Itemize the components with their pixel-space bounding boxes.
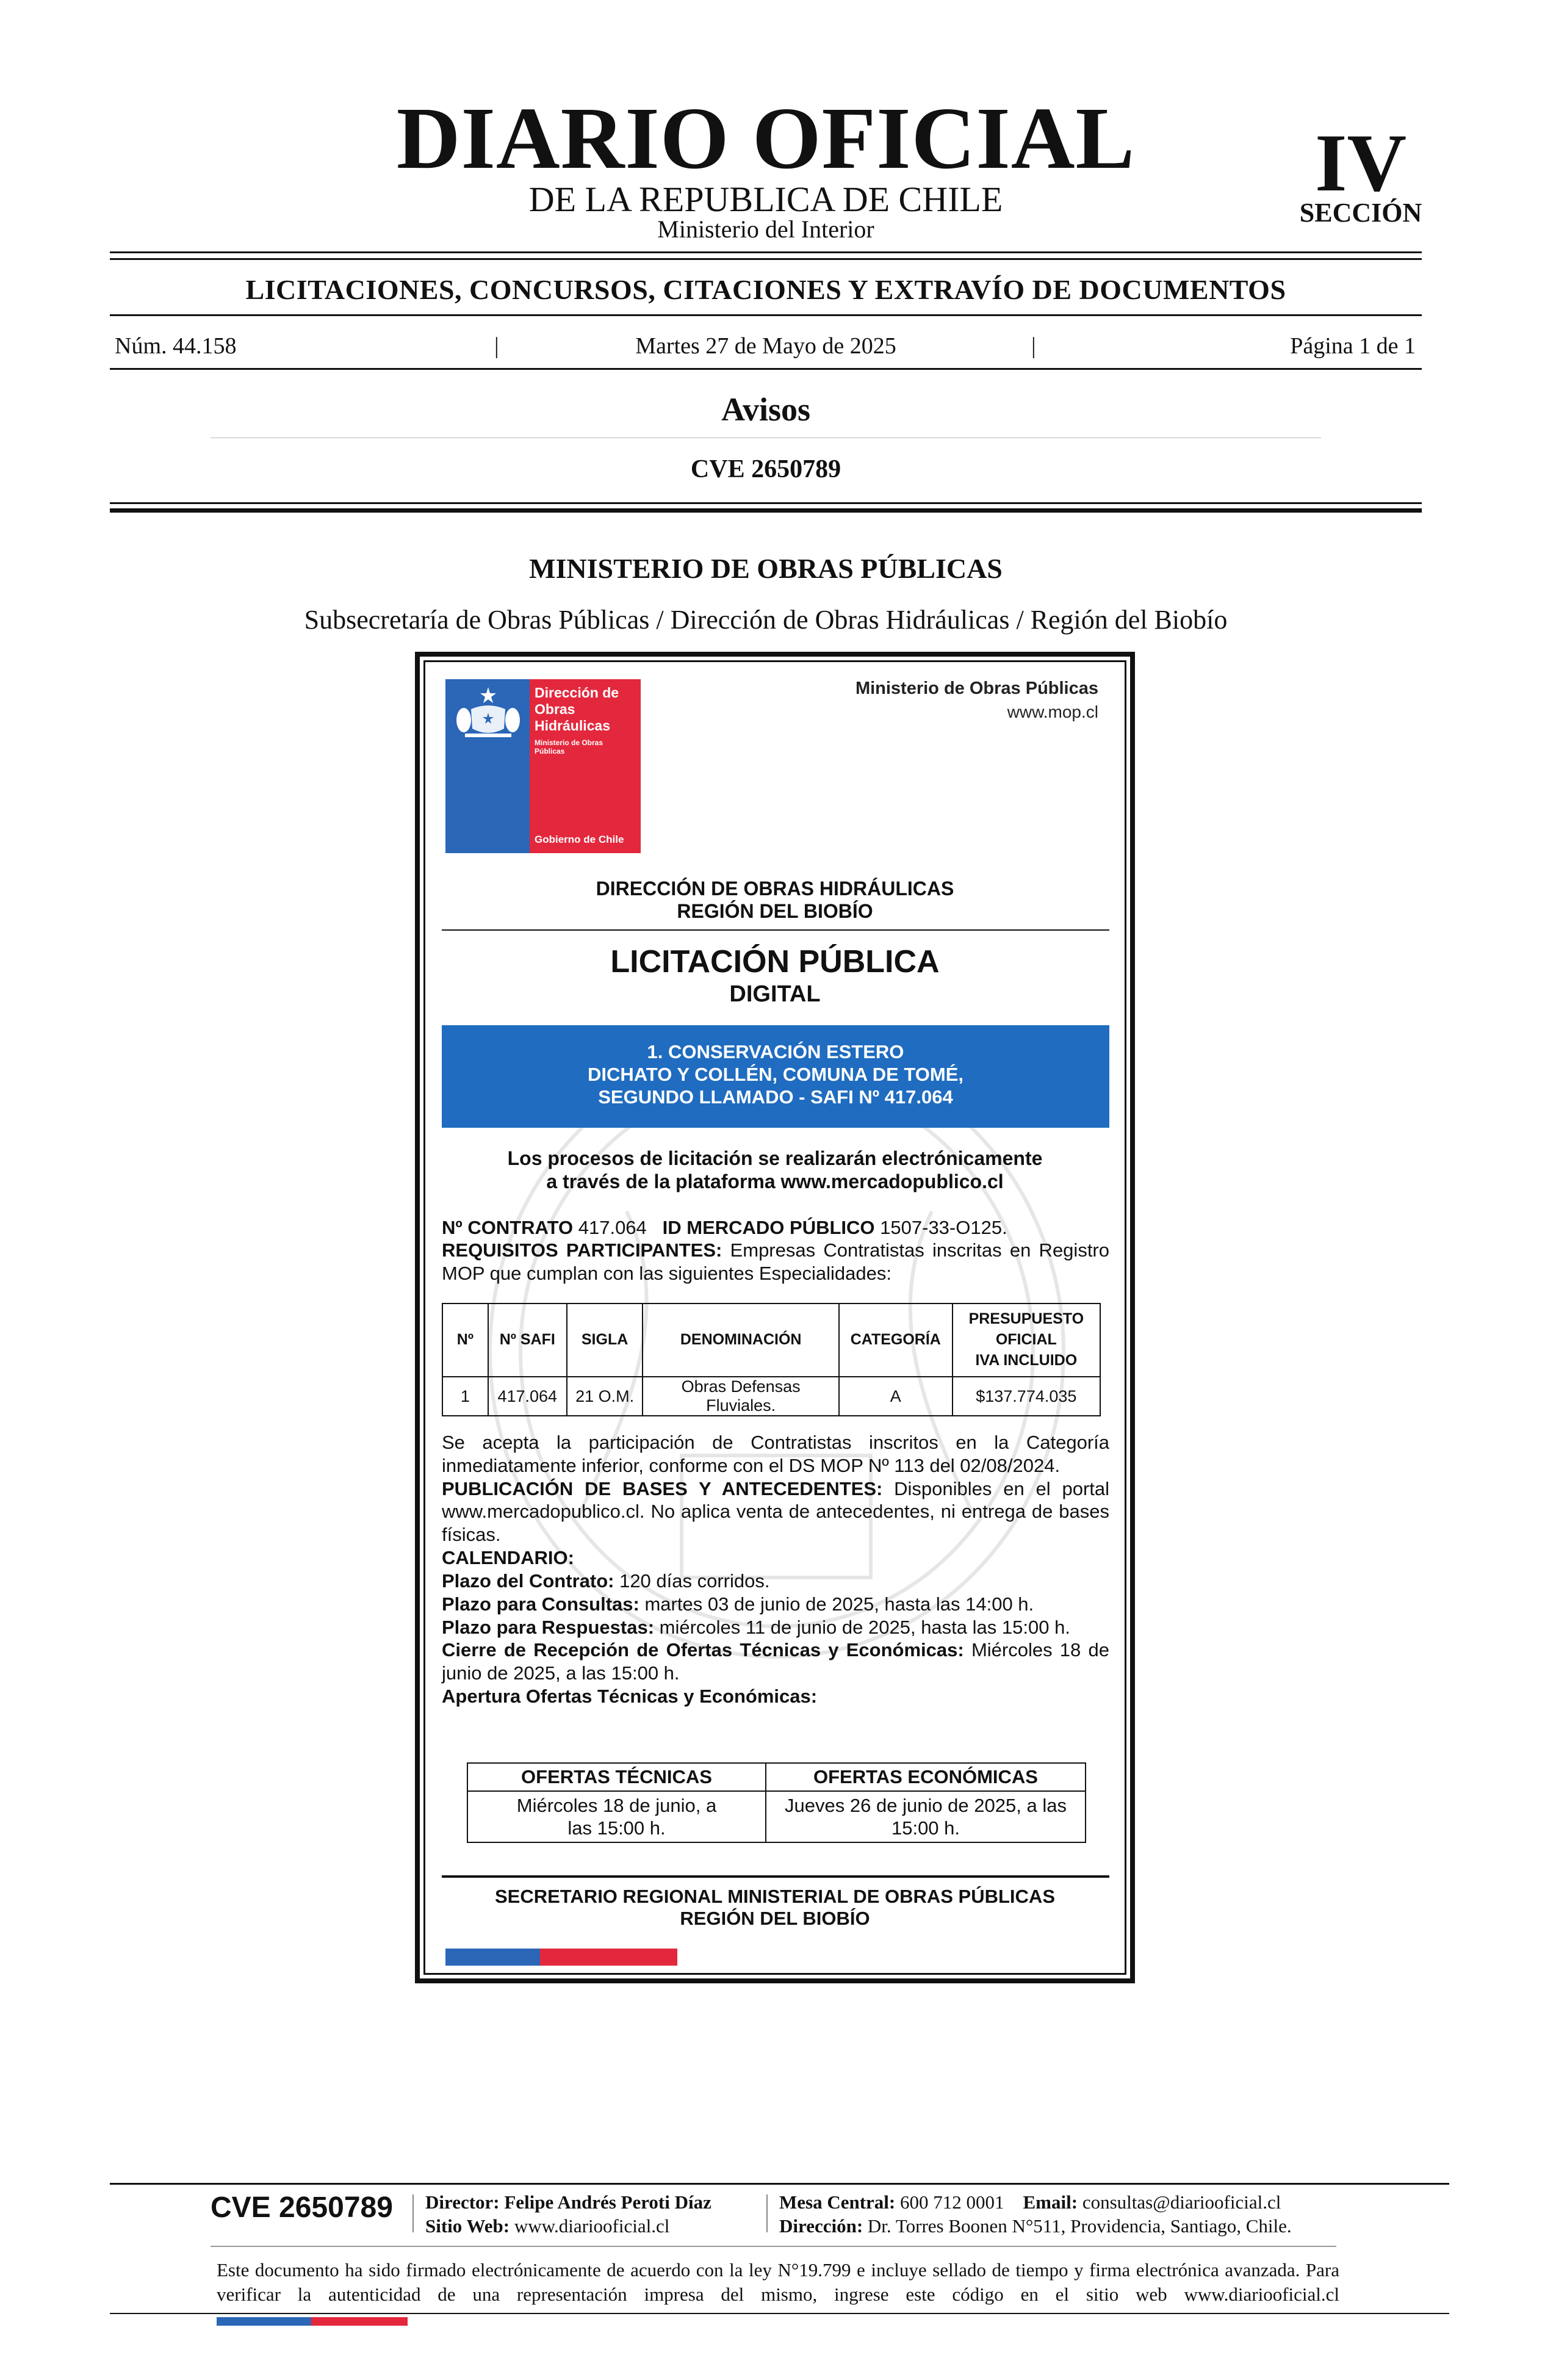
publication-label: PUBLICACIÓN DE BASES Y ANTECEDENTES: <box>442 1477 883 1499</box>
footer-separator-1 <box>412 2194 414 2232</box>
requirements-text: Empresas Contratistas inscritas en Registro MOP que cumplan con las siguientes Especialidades: <box>442 1239 1109 1284</box>
col-header-presupuesto <box>953 1304 1100 1377</box>
process-line-2: a través de la plataforma www.mercadopublico.cl <box>546 1170 1004 1192</box>
questions-label: Plazo para Consultas: <box>442 1593 639 1615</box>
cve-code: CVE 2650789 <box>690 455 841 483</box>
direction-line-2: REGIÓN DEL BIOBÍO <box>677 900 873 923</box>
logo-line-3: Hidráulicas <box>535 718 610 734</box>
closing-line <box>442 1639 1109 1685</box>
email-value[interactable]: consultas@diariooficial.cl <box>1082 2191 1281 2213</box>
footer-separator-2 <box>766 2194 768 2232</box>
cell-safi: 417.064 <box>488 1377 567 1416</box>
offers-table <box>467 1762 1086 1843</box>
footer-address <box>779 2215 1292 2238</box>
footer-cve: CVE 2650789 <box>211 2191 393 2224</box>
direction-heading <box>439 878 1111 923</box>
category-title: LICITACIONES, CONCURSOS, CITACIONES Y EXTRAVÍO DE DOCUMENTOS <box>245 274 1286 305</box>
budget-header-line-1: PRESUPUESTO <box>968 1310 1084 1328</box>
term-line <box>442 1570 1109 1593</box>
budget-header-line-2: OFICIAL <box>995 1331 1057 1349</box>
logo-small-text <box>535 738 638 756</box>
mop-name: Ministerio de Obras Públicas <box>855 679 1098 698</box>
contract-ids <box>442 1216 1109 1239</box>
masthead-ministry: Ministerio del Interior <box>657 215 874 243</box>
section-number: IV <box>1314 118 1407 209</box>
cell-sigla: 21 O.M. <box>567 1377 643 1416</box>
meta-separator-1: | <box>494 333 499 359</box>
signature-line-1: SECRETARIO REGIONAL MINISTERIAL DE OBRAS PÚBLICAS <box>494 1886 1055 1907</box>
requirements <box>442 1239 1109 1285</box>
signature-line-2: REGIÓN DEL BIOBÍO <box>680 1907 870 1929</box>
economic-value: Jueves 26 de junio de 2025, a las 15:00 h. <box>766 1791 1086 1842</box>
calendar-label <box>442 1546 1109 1570</box>
footer-rule-mid <box>211 2246 1336 2247</box>
market-id-value: 1507-33-O125. <box>880 1217 1007 1238</box>
footer-rule-top <box>110 2183 1449 2185</box>
header-rule-top <box>110 251 1422 253</box>
signature-rule <box>442 1875 1109 1878</box>
project-line-3: SEGUNDO LLAMADO - SAFI Nº 417.064 <box>598 1086 953 1108</box>
web-label: Sitio Web: <box>425 2215 510 2237</box>
project-title <box>442 1040 1109 1109</box>
signature-block <box>439 1886 1111 1930</box>
offers-header-row <box>467 1763 1086 1791</box>
technical-header: OFERTAS TÉCNICAS <box>467 1763 766 1791</box>
issuer-subsecretariat: Subsecretaría de Obras Públicas / Dirección de Obras Hidráulicas / Región del Biobío <box>304 605 1228 635</box>
issue-date: Martes 27 de Mayo de 2025 <box>635 333 896 359</box>
section-label: SECCIÓN <box>1299 198 1422 228</box>
masthead-title: DIARIO OFICIAL <box>396 90 1136 187</box>
footer-flag-blue <box>217 2317 311 2326</box>
email-label: Email: <box>1023 2191 1078 2213</box>
footer-director <box>425 2191 711 2215</box>
opening-line <box>442 1685 1109 1708</box>
footer-flag-red <box>311 2317 408 2326</box>
cve-rule-2 <box>110 508 1422 513</box>
footer-website <box>425 2215 711 2238</box>
notice-flag-red <box>540 1949 677 1966</box>
table-header-row <box>442 1304 1100 1377</box>
meta-separator-2: | <box>1031 333 1036 359</box>
cve-rule-1 <box>110 502 1422 504</box>
logo-line-2: Obras <box>535 701 575 718</box>
footer-contact-block <box>779 2191 1292 2238</box>
mop-website: www.mop.cl <box>1007 702 1098 721</box>
project-line-1: 1. CONSERVACIÓN ESTERO <box>647 1041 904 1062</box>
answers-value: miércoles 11 de junio de 2025, hasta las 15:00 h. <box>659 1616 1070 1638</box>
phone-label: Mesa Central: <box>779 2191 896 2213</box>
footer-phone-email <box>779 2191 1292 2215</box>
cell-categoria: A <box>839 1377 953 1416</box>
closing-label: Cierre de Recepción de Ofertas Técnicas y Económicas: <box>442 1639 964 1661</box>
requirements-label: REQUISITOS PARTICIPANTES: <box>442 1239 722 1261</box>
publication-text: Disponibles en el portal www.mercadopublico.cl. No aplica venta de antecedentes, ni entrega de bases físicas. <box>442 1477 1110 1546</box>
col-header-num: Nº <box>442 1304 488 1377</box>
cell-num: 1 <box>442 1377 488 1416</box>
notice-divider-1 <box>442 929 1109 931</box>
economic-header: OFERTAS ECONÓMICAS <box>766 1763 1086 1791</box>
category-text: Se acepta la participación de Contratistas inscritos en la Categoría inmediatamente inferior, conforme con el DS MOP Nº 113 del 02/08/2024. <box>442 1432 1109 1476</box>
tender-title: LICITACIÓN PÚBLICA <box>610 944 940 979</box>
logo-small-line-1: Ministerio de Obras <box>535 738 603 747</box>
answers-label: Plazo para Respuestas: <box>442 1616 655 1638</box>
contract-label: Nº CONTRATO <box>442 1217 574 1238</box>
publication-paragraph <box>442 1477 1109 1546</box>
notice-flag-blue <box>445 1949 540 1966</box>
process-line-1: Los procesos de licitación se realizarán electrónicamente <box>507 1147 1043 1169</box>
closing-value: Miércoles 18 de junio de 2025, a las 15:00 h. <box>442 1639 1109 1684</box>
page-number: Página 1 de 1 <box>1290 333 1416 359</box>
term-value: 120 días corridos. <box>619 1570 770 1592</box>
phone-value: 600 712 0001 <box>900 2191 1004 2213</box>
notice-type-heading: Avisos <box>721 391 811 428</box>
masthead-subtitle: DE LA REPUBLICA DE CHILE <box>528 179 1003 219</box>
questions-value: martes 03 de junio de 2025, hasta las 14:00 h. <box>644 1593 1034 1615</box>
col-header-categoria: CATEGORÍA <box>839 1304 953 1377</box>
logo-gobierno: Gobierno de Chile <box>535 834 624 845</box>
director-value: Felipe Andrés Peroti Díaz <box>504 2191 711 2213</box>
term-label: Plazo del Contrato: <box>442 1570 614 1592</box>
offers-value-row <box>467 1791 1086 1842</box>
issue-number: Núm. 44.158 <box>115 333 237 359</box>
address-label: Dirección: <box>779 2215 863 2237</box>
issuer-ministry: MINISTERIO DE OBRAS PÚBLICAS <box>529 553 1003 584</box>
col-header-denominacion: DENOMINACIÓN <box>643 1304 839 1377</box>
header-rule-top-2 <box>110 258 1422 260</box>
calendar-label-text: CALENDARIO: <box>442 1547 574 1569</box>
tender-subtitle: DIGITAL <box>729 981 821 1007</box>
table-row <box>442 1377 1100 1416</box>
market-id-label: ID MERCADO PÚBLICO <box>662 1217 875 1238</box>
answers-line <box>442 1616 1109 1639</box>
footer-legal: Este documento ha sido firmado electrónicamente de acuerdo con la ley N°19.799 e incluye sellado de tiempo y firma electrónica avanzada. Para verificar la autenticidad de una representación impresa del mismo, ingrese este código en el sitio web www.diariooficial.cl <box>217 2259 1339 2306</box>
conditions-block <box>442 1431 1109 1708</box>
chile-crest-icon <box>453 685 524 740</box>
logo-line-1: Dirección de <box>535 685 619 701</box>
logo-small-line-2: Públicas <box>535 747 565 756</box>
web-value[interactable]: www.diariooficial.cl <box>514 2215 670 2237</box>
questions-line <box>442 1593 1109 1616</box>
meta-rule-top <box>110 314 1422 316</box>
direction-line-1: DIRECCIÓN DE OBRAS HIDRÁULICAS <box>596 878 954 900</box>
project-line-2: DICHATO Y COLLÉN, COMUNA DE TOMÉ, <box>587 1064 964 1086</box>
cell-presupuesto: $137.774.035 <box>953 1377 1100 1416</box>
address-value: Dr. Torres Boonen N°511, Providencia, Santiago, Chile. <box>867 2215 1292 2237</box>
specialties-table <box>442 1303 1101 1416</box>
contract-value: 417.064 <box>578 1217 647 1238</box>
meta-rule-bottom <box>110 368 1422 370</box>
cell-denominacion: Obras Defensas Fluviales. <box>643 1377 839 1416</box>
col-header-safi: Nº SAFI <box>488 1304 567 1377</box>
col-header-sigla: SIGLA <box>567 1304 643 1377</box>
technical-value: Miércoles 18 de junio, a las 15:00 h. <box>467 1791 766 1842</box>
footer-director-block <box>425 2191 711 2238</box>
footer-rule-bottom <box>110 2313 1449 2314</box>
opening-label: Apertura Ofertas Técnicas y Económicas: <box>442 1685 818 1707</box>
budget-header-line-3: IVA INCLUIDO <box>975 1351 1078 1369</box>
process-statement <box>439 1147 1111 1194</box>
director-label: Director: <box>425 2191 500 2213</box>
logo-text <box>535 685 638 734</box>
